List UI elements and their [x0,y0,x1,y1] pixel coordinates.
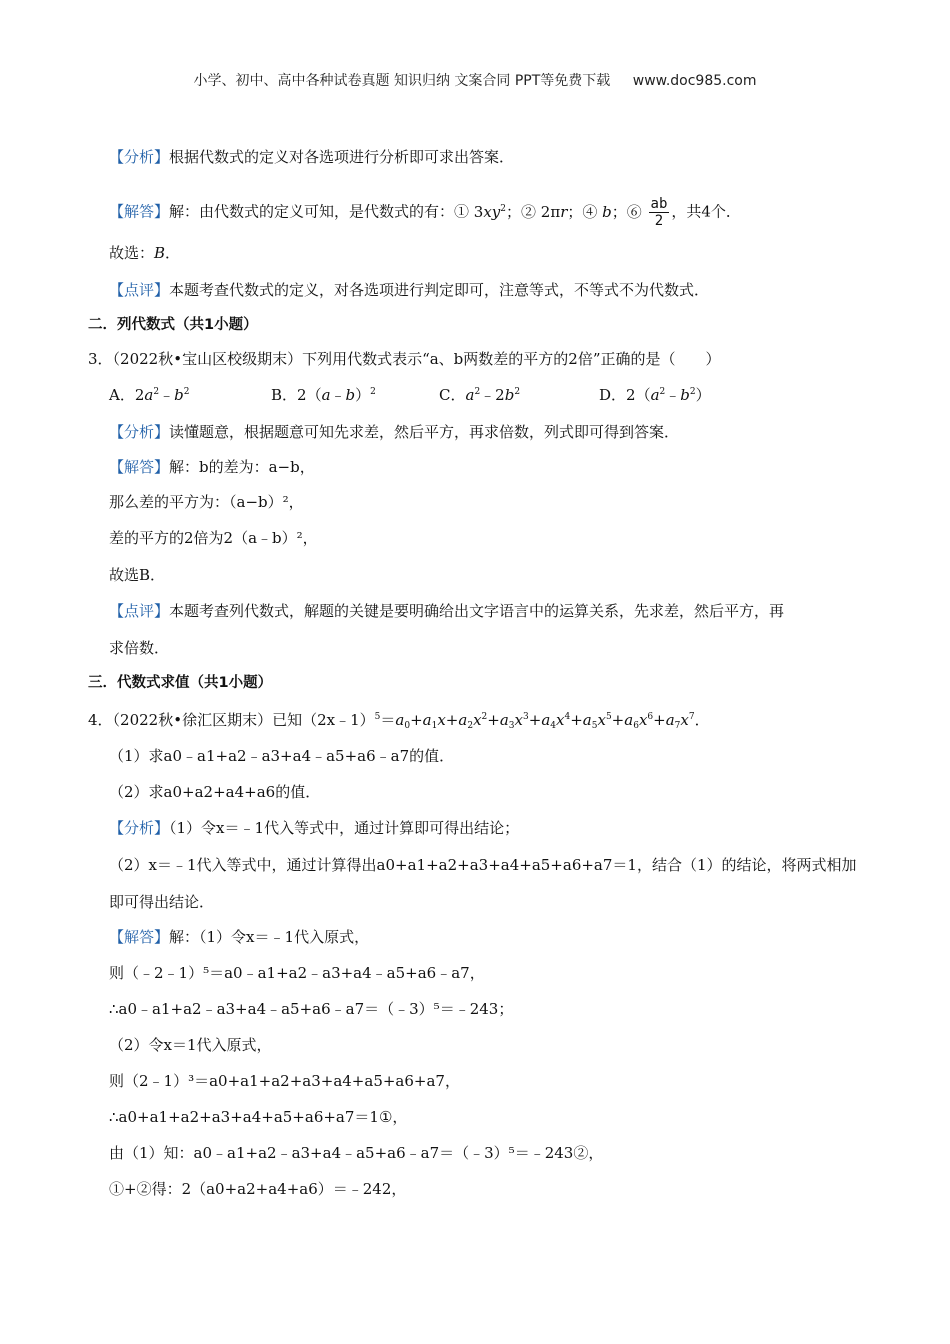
q4-answer-4: （2）令x＝1代入原式， [109,1036,272,1054]
answer-tag: 【解答】 [109,928,170,946]
q4-answer-3: ∴a0﹣a1+a2﹣a3+a4﹣a5+a6﹣a7＝（﹣3）⁵＝﹣243； [109,1000,514,1018]
section-title-2: 二．列代数式（共1小题） [88,317,258,333]
page-header [0,70,950,90]
q3-answer-2: 那么差的平方为：（a−b）²， [109,493,304,511]
q4-answer-7: 由（1）知：a0﹣a1+a2﹣a3+a4﹣a5+a6﹣a7＝（﹣3）⁵＝﹣243②， [109,1144,604,1162]
period: ． [165,244,181,262]
comment-text: 本题考查列代数式，解题的关键是要明确给出文字语言中的运算关系，先求差，然后平方，再 [169,602,785,620]
answer-text-post: ，共4个． [671,202,741,221]
option-d[interactable]: D．$2(a^2﹣b^2)$ [599,386,711,404]
header-url[interactable]: www.doc985.com [632,73,757,89]
q3-stem: 3．（2022秋•宝山区校级期末）下列用代数式表示“a、b两数差的平方的2倍”正确的是（ ） [88,350,721,368]
q2-analysis [109,147,514,167]
analysis-tag: 【分析】 [109,148,170,166]
q4-answer-5: 则（2﹣1）³＝a0+a1+a2+a3+a4+a5+a6+a7， [109,1072,460,1090]
option-a[interactable]: A．$2a^2﹣b^2$ [109,386,190,404]
q4-stem [88,710,710,730]
q4-analysis-2: （2）x＝﹣1代入等式中，通过计算得出a0+a1+a2+a3+a4+a5+a6+a7＝1，结合（1）的结论，将两式相加 [109,856,857,874]
option-c[interactable]: C．$a^2﹣2b^2$ [439,386,521,404]
comment-tag: 【点评】 [109,602,170,620]
q2-choose [109,243,180,263]
q2-answer [109,196,741,229]
choose-text: 故选： [109,244,155,262]
frac-den: 2 [654,213,664,229]
comment-text: 本题考查代数式的定义，对各选项进行判定即可，注意等式，不等式不为代数式． [169,281,710,299]
stem-equation: $^5=a_0+a_1x+a_2x^2+a_3x^3+a_4x^4+a_5x^5+a_6x^6+a_7x^7$． [374,711,710,731]
analysis-text: 读懂题意，根据题意可知先求差，然后平方，再求倍数，列式即可得到答案． [169,423,680,441]
q4-answer-6: ∴a0+a1+a2+a3+a4+a5+a6+a7＝1①， [109,1108,408,1126]
analysis-tag: 【分析】 [109,423,170,441]
q2-comment [109,280,709,300]
answer-text: 解：b的差为：a−b， [169,458,315,476]
q4-part2: （2）求a0+a2+a4+a6的值． [109,783,321,801]
fraction-ab-over-2 [649,196,670,229]
analysis-text: （1）令x＝﹣1代入等式中，通过计算即可得出结论； [169,819,520,837]
answer-tag: 【解答】 [109,458,170,476]
q4-answer-1 [109,927,369,947]
q3-options [109,385,711,405]
q4-answer-2: 则（﹣2﹣1）⁵＝a0﹣a1+a2﹣a3+a4﹣a5+a6﹣a7， [109,964,485,982]
q3-answer-1 [109,457,315,477]
comment-tag: 【点评】 [109,281,170,299]
q4-answer-8: ①+②得：2（a0+a2+a4+a6）＝﹣242， [109,1180,407,1198]
answer-text-pre: 解：由代数式的定义可知，是代数式的有：① [169,202,470,221]
q3-comment-1 [109,601,784,621]
answer-text: 解：（1）令x＝﹣1代入原式， [169,928,370,946]
option-b[interactable]: B．2（a﹣b）$^2$ [271,386,376,404]
q3-answer-3: 差的平方的2倍为2（a﹣b）²， [109,529,318,547]
q3-comment-2: 求倍数． [109,639,170,657]
q4-analysis-3: 即可得出结论． [109,893,215,911]
section-title-3: 三．代数式求值（共1小题） [88,675,273,691]
expr-list: $3xy^2$；② 2πr；④ b；⑥ [469,202,647,221]
q4-analysis-1 [109,818,519,838]
answer-tag: 【解答】 [109,202,170,221]
frac-num: ab [650,196,668,212]
analysis-text: 根据代数式的定义对各选项进行分析即可求出答案． [169,148,515,166]
q3-analysis [109,422,679,442]
q4-part1: （1）求a0﹣a1+a2﹣a3+a4﹣a5+a6﹣a7的值． [109,747,455,765]
analysis-tag: 【分析】 [109,819,170,837]
q3-answer-4: 故选B． [109,566,166,584]
stem-pre: 4．（2022秋•徐汇区期末）已知（2x﹣1） [88,711,375,729]
header-text: 小学、初中、高中各种试卷真题 知识归纳 文案合同 PPT等免费下载 [193,73,611,89]
choose-letter: B [154,244,166,262]
